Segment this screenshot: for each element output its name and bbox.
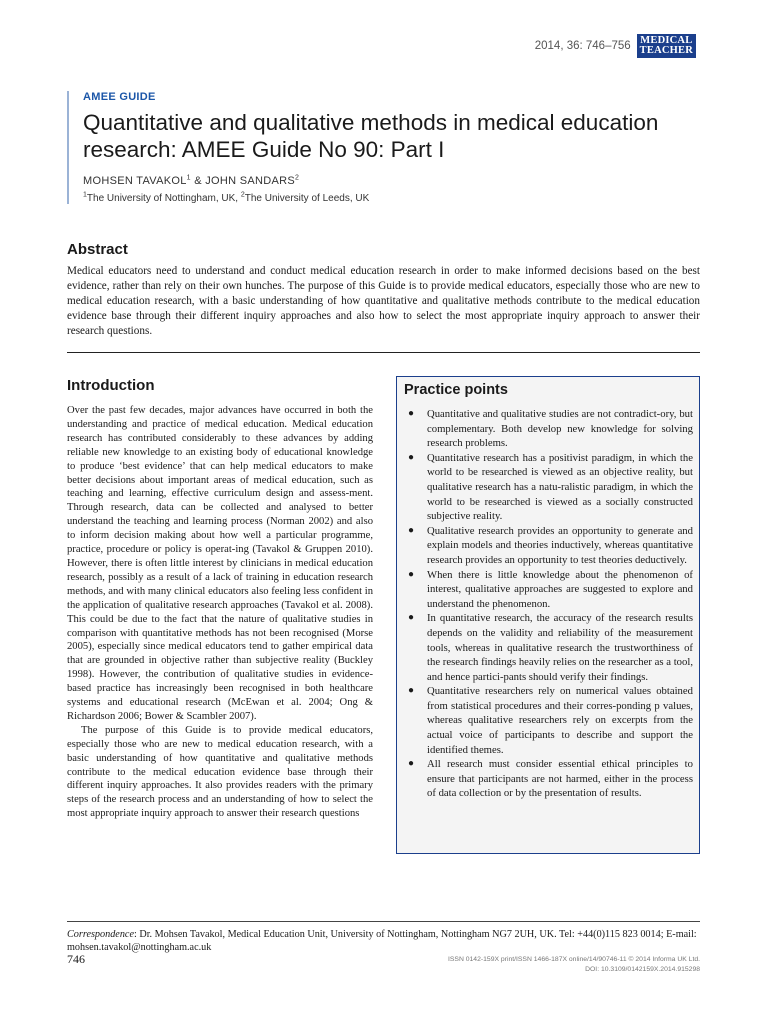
introduction-body xyxy=(67,404,373,821)
practice-points-list xyxy=(404,407,693,801)
article-header xyxy=(67,91,707,204)
correspondence-text: : Dr. Mohsen Tavakol, Medical Education Unit, University of Nottingham, Nottingham NG7 2UH, UK. Tel: +44(0)115 823 0014; E-mail: mohsen.tavakol@nottingham.ac.uk xyxy=(67,929,697,954)
journal-logo xyxy=(637,34,696,58)
bullet-icon: ● xyxy=(408,451,415,463)
author-list xyxy=(83,175,707,187)
journal-citation: 2014, 36: 746–756 xyxy=(534,40,631,52)
bullet-icon: ● xyxy=(408,568,415,580)
affil-sup-2: 2 xyxy=(240,191,245,199)
affiliation-1: The University of Nottingham, UK, xyxy=(86,193,241,204)
affiliation-2: The University of Leeds, UK xyxy=(244,193,370,204)
bullet-icon: ● xyxy=(408,524,415,536)
list-item: ● All research must consider essential ethical principles to ensure that participants are not harmed, either in the process of data collection or by the presentation of results. xyxy=(408,758,693,800)
doi-line: DOI: 10.3109/0142159X.2014.915298 xyxy=(585,966,700,973)
correspondence-note xyxy=(67,921,700,955)
abstract-heading: Abstract xyxy=(67,241,128,258)
bullet-icon: ● xyxy=(408,685,415,697)
practice-points-box xyxy=(396,376,700,854)
affil-sup-1: 1 xyxy=(83,191,87,199)
author-1: MOHSEN TAVAKOL xyxy=(83,175,187,187)
list-item: ● Quantitative researchers rely on numerical values obtained from statistical procedures and their corres-ponding p values, whereas qualitative researchers rely on excerpts from the actual voice of participants to describe and support the identified themes. xyxy=(408,685,693,756)
publication-info xyxy=(448,955,700,975)
bullet-icon: ● xyxy=(408,612,415,624)
list-item: ● Qualitative research provides an opportunity to generate and explain models and theories inductively, whereas quantitative research provides an opportunity to test theories deductively. xyxy=(408,524,693,566)
list-item: ● In quantitative research, the accuracy of the research results depends on the validity and reliability of the measurement tools, whereas in qualitative research the trustworthiness of the research findings heavily relies on the researcher as a tool, and hence partici-pants should verify their findings. xyxy=(408,612,693,683)
logo-line-1: MEDICAL xyxy=(640,35,693,46)
bullet-icon: ● xyxy=(408,408,415,419)
practice-points-heading: Practice points xyxy=(404,382,508,398)
journal-header xyxy=(535,34,696,58)
author-separator: & JOHN SANDARS xyxy=(190,175,295,187)
page-number: 746 xyxy=(67,952,85,966)
bullet-icon: ● xyxy=(408,758,415,770)
list-item: ● Quantitative and qualitative studies are not contradict-ory, but complementary. Both develop new knowledge for solving research problems. xyxy=(408,408,693,450)
list-item: ● Quantitative research has a positivist paradigm, in which the world to be researched is viewed as an objective reality, but qualitative research has a natu-ralistic paradigm, in which the world to be researched is viewed as a socially constructed subjective reality. xyxy=(408,451,693,523)
logo-line-2: TEACHER xyxy=(639,45,693,56)
introduction-paragraph-2: The purpose of this Guide is to provide medical educators, especially those who are new to medical education research, with a basic understanding of how quantitative and qualitative methods contribute to the medical education evidence base through their different inquiry approaches. It also provides readers with the primary steps of the research process and an understanding of how to select the most appropriate inquiry approach to answer their research questions xyxy=(67,724,373,820)
list-item: ● When there is little knowledge about the phenomenon of interest, qualitative approaches are suggested to explore and understand the phenomenon. xyxy=(408,568,693,610)
section-divider xyxy=(67,352,700,353)
abstract-text: Medical educators need to understand and conduct medical education research in order to make informed decisions based on the best evidence, rather than rely on their own hunches. The purpose of this Guide is to provide medical educators, especially those who are new to medical education research, with a basic understanding of how quantitative and qualitative methods contribute to the medical education evidence base through their different inquiry approaches and also how to select the most appropriate inquiry approach to answer their research questions. xyxy=(67,265,700,337)
affiliations xyxy=(83,193,707,204)
author-2-sup: 2 xyxy=(294,174,300,182)
article-title: Quantitative and qualitative methods in medical education research: AMEE Guide No 90: Part I xyxy=(83,110,659,162)
author-1-sup: 1 xyxy=(186,174,191,182)
issn-line: ISSN 0142-159X print/ISSN 1466-187X online/14/90746-11 © 2014 Informa UK Ltd. xyxy=(448,956,700,963)
guide-label: AMEE GUIDE xyxy=(83,91,156,103)
correspondence-label: Correspondence xyxy=(67,929,134,940)
introduction-heading: Introduction xyxy=(67,377,155,394)
introduction-paragraph-1: Over the past few decades, major advances have occurred in both the understanding and practice of medical education. Medical education research has contributed considerably to these advances by adding reliable new knowledge to an existing body of educational knowledge to produce ‘best evidence’ that can help medical educators to make better decisions about important areas of medical education, such as teaching and learning, effective curriculum design and assess-ment. Through research, data can be collected and analysed to better understand the teaching and learning process (Norman 2002) and also to inform decision making about how well a particular programme, practice, procedure or policy is operat-ing (Tavakol & Gruppen 2010). However, there is often little interest by clinicians in medical education research, possibly as a result of a lack of training in education research methods, and with many clinical educators also feeling less confident in the application of qualitative research approaches (Tavakol et al. 2008). This could be due to the fact that the nature of qualitative studies in comparison with quantitative methods has not been recognised (Morse 2005), especially since medical educators tend to gather empirical data that are grounded in objective rather than subjective reality (Buckley 1998). However, the contribution of qualitative studies in evidence-based practice has increasingly been recognised in both healthcare systems and educational research (McEwan et al. 2004; Ong & Richardson 2006; Bower & Scambler 2007). xyxy=(67,405,373,722)
